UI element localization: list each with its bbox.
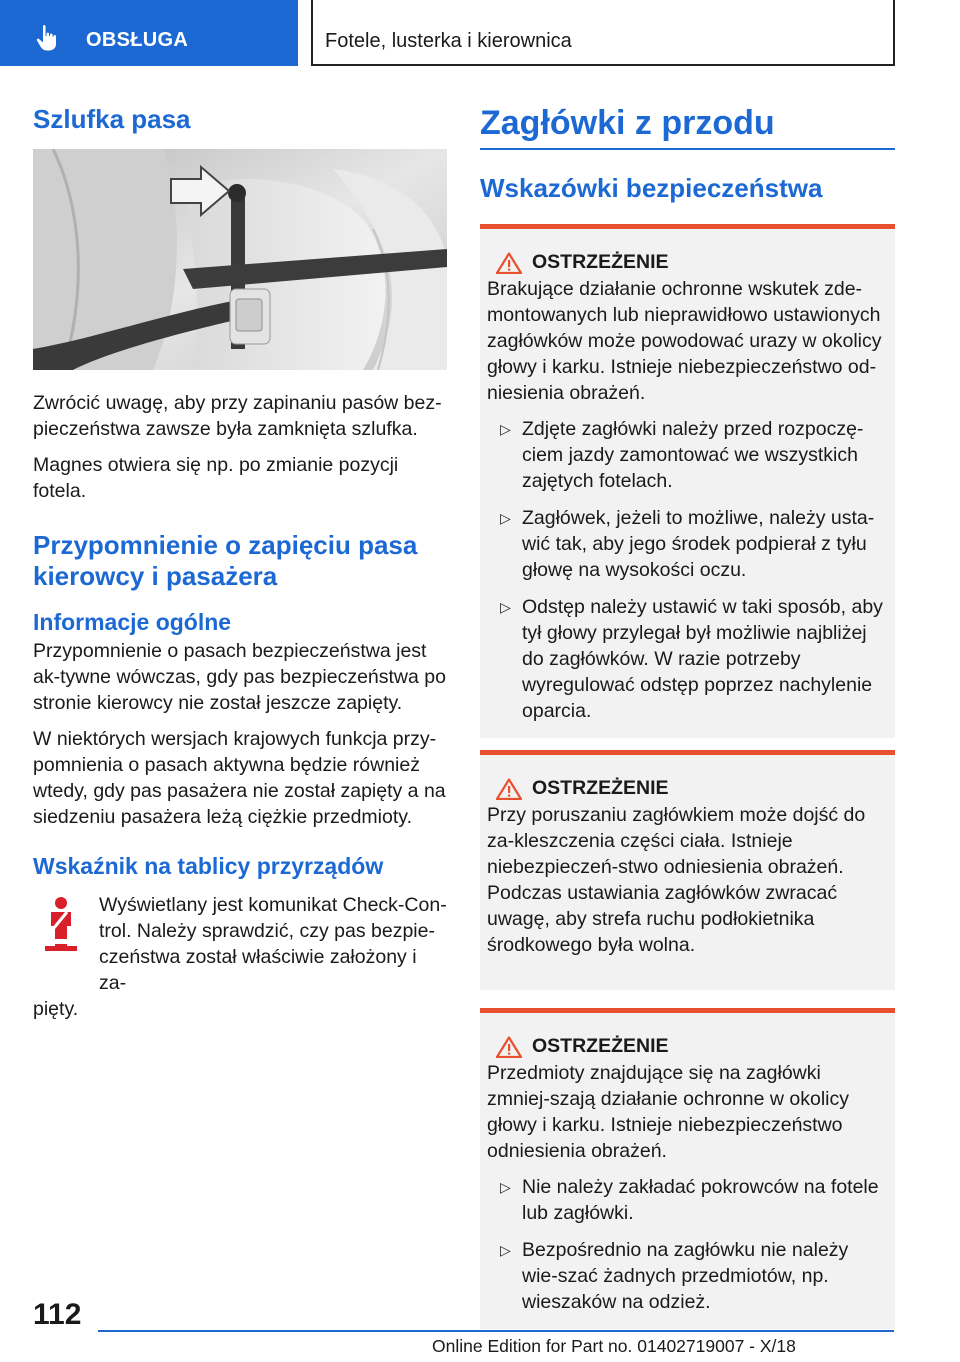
bullet-triangle-icon: ▷	[500, 421, 511, 437]
warning-text: Przy poruszaniu zagłówkiem może dojść do za-kleszczenia części ciała. Istnieje niebezpieczeń-stwo odniesienia obrażeń. Podczas ustawiania zagłówków zwracać uwagę, aby strefa ruchu podłokietnika środkowego była wolna.	[487, 804, 866, 956]
bullet-triangle-icon: ▷	[500, 510, 511, 526]
heading-safety-notes: Wskazówki bezpieczeństwa	[480, 173, 823, 203]
indicator-text: Wyświetlany jest komunikat Check-Con-trol. Należy sprawdzić, czy pas bezpie-czeństwa został właściwie założony i za-	[99, 894, 447, 994]
belt-loop-text-2: Magnes otwiera się np. po zmianie pozycji fotela.	[33, 454, 399, 502]
list-item: ▷ Nie należy zakładać pokrowców na fotele lub zagłówki.	[500, 1176, 879, 1224]
belt-loop-photo	[33, 149, 447, 370]
warning-box-2	[480, 750, 895, 990]
heading-belt-loop: Szlufka pasa	[33, 104, 191, 134]
warning-title	[487, 777, 887, 800]
indicator-block	[33, 892, 447, 1022]
heading-general-info: Informacje ogólne	[33, 609, 232, 635]
warning-title-text: OSTRZEŻENIE	[532, 777, 669, 799]
seat-belt-warning-icon	[37, 896, 85, 952]
warning-triangle-icon	[496, 1036, 522, 1058]
edition-text: Online Edition for Part no. 01402719007 - X/18	[432, 1336, 796, 1356]
warning-box-1	[480, 224, 895, 738]
warning-bullets	[487, 416, 887, 724]
warning-title-text: OSTRZEŻENIE	[532, 251, 669, 273]
bullet-triangle-icon: ▷	[500, 1179, 511, 1195]
right-column	[480, 100, 895, 1329]
heading-front-headrests: Zagłówki z przodu	[480, 104, 775, 142]
warning-title	[487, 251, 887, 274]
warning-text: Brakujące działanie ochronne wskutek zde-montowanych lub nieprawidłowo ustawionych zagłówków może powodować urazy w okolicy głowy i karku. Istnieje niebezpieczeństwo od-niesienia obrażeń.	[487, 278, 882, 404]
general-info-text-1: Przypomnienie o pasach bezpieczeństwa jest ak-tywne wówczas, gdy pas bezpieczeństwa po stronie kierowcy nie został jeszcze zapięty.	[33, 640, 446, 714]
page-number: 112	[33, 1298, 82, 1331]
list-item: ▷ Zdjęte zagłówki należy przed rozpoczę-ciem jazdy zamontować we wszystkich zajętych fotelach.	[500, 418, 864, 492]
warning-title	[487, 1035, 887, 1058]
warning-text: Przedmioty znajdujące się na zagłówki zmniej-szają działanie ochronne w okolicy głowy i karku. Istnieje niebezpieczeństwo odniesienia obrażeń.	[487, 1062, 850, 1162]
footer-rule	[98, 1330, 894, 1332]
bullet-triangle-icon: ▷	[500, 599, 511, 615]
warning-bullets	[487, 1174, 887, 1315]
warning-box-3	[480, 1008, 895, 1329]
indicator-text-end: pięty.	[33, 998, 79, 1020]
left-column	[33, 100, 447, 1022]
general-info-text-2: W niektórych wersjach krajowych funkcja przy-pomnienia o pasach aktywna będzie również wtedy, gdy pas pasażera nie został zapięty a na siedzeniu pasażera leżą ciężkie przedmioty.	[33, 728, 446, 828]
section-tab[interactable]	[0, 0, 298, 66]
list-item: ▷ Zagłówek, jeżeli to możliwe, należy usta-wić tak, aby jego środek podpierał z tyłu głowę na wysokości oczu.	[500, 507, 875, 581]
heading-belt-reminder: Przypomnienie o zapięciu pasa kierowcy i pasażera	[33, 530, 418, 591]
list-item: ▷ Odstęp należy ustawić w taki sposób, aby tył głowy przylegał był możliwie najbliżej do zagłówków. W razie potrzeby wyregulować odstęp poprzez nachylenie oparcia.	[500, 596, 883, 722]
bullet-triangle-icon: ▷	[500, 1242, 511, 1258]
page-header	[0, 0, 960, 66]
heading-rule	[480, 148, 895, 150]
warning-triangle-icon	[496, 252, 522, 274]
header-underline	[311, 64, 895, 66]
seat-belt-loop-illustration	[33, 149, 447, 370]
header-divider-left	[311, 0, 313, 66]
heading-indicator: Wskaźnik na tablicy przyrządów	[33, 853, 384, 879]
chapter-title: Fotele, lusterka i kierownica	[325, 30, 572, 52]
hand-pointer-icon	[34, 24, 62, 52]
list-item: ▷ Bezpośrednio na zagłówku nie należy wie-szać żadnych przedmiotów, np. wieszaków na odzież.	[500, 1239, 849, 1313]
warning-triangle-icon	[496, 778, 522, 800]
belt-loop-text-1: Zwrócić uwagę, aby przy zapinaniu pasów bez-pieczeństwa zawsze była zamknięta szlufka.	[33, 392, 442, 440]
header-divider-right	[893, 0, 895, 66]
warning-title-text: OSTRZEŻENIE	[532, 1035, 669, 1057]
section-tab-label: OBSŁUGA	[86, 29, 189, 51]
